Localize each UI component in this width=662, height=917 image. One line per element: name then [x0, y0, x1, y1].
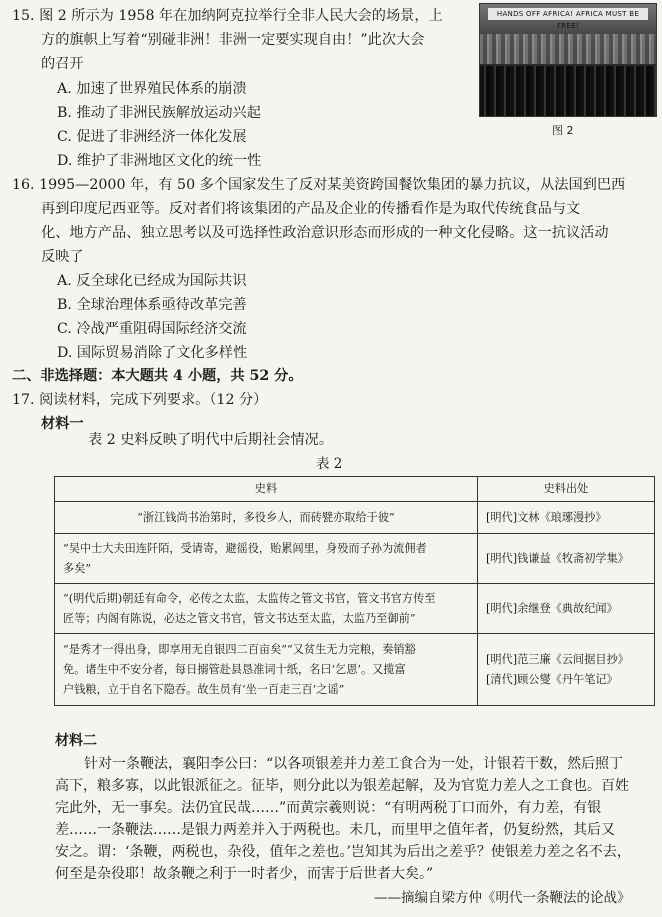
q16-line-2: 再到印度尼西亚等。反对者们将该集团的产品及企业的传播看作是为取代传统食品与文 [41, 201, 581, 217]
row-4-source-line-1: [明代]范三廉《云间据目抄》 [486, 652, 629, 666]
table-row [55, 634, 655, 706]
photo-banner: HANDS OFF AFRICA! AFRICA MUST BE FREE! [488, 8, 648, 20]
q15-line-1: 15. 图 2 所示为 1958 年在加纳阿克拉举行全非人民大会的场景，上 [12, 8, 443, 24]
row-1-text [55, 502, 478, 534]
row-2-text-line-2: 多矣” [63, 561, 92, 575]
row-4-text [55, 634, 478, 706]
q15-option-d: D. 维护了非洲地区文化的统一性 [57, 153, 262, 169]
table-2 [54, 476, 655, 706]
q15-option-b: B. 推动了非洲民族解放运动兴起 [57, 105, 261, 121]
section-2-heading: 二、非选择题：本大题共 4 小题，共 52 分。 [12, 368, 303, 384]
row-2-source-line-1: [明代]钱谦益《牧斋初学集》 [486, 551, 629, 565]
q16-line-3: 化、地方产品、独立思考以及可选择性政治意识形态而形成的一种文化侵略。这一抗议活动 [41, 225, 609, 241]
material-2-line-2: 高下，粮多寡，以此银派征之。征毕，则分此以为银差起解，及为官览力差人之工食也。百姓 [55, 778, 629, 794]
row-1-text-line-1: “浙江钱尚书治第时，多役乡人，而砖甓亦取给于彼” [137, 510, 395, 524]
row-3-text-line-1: “(明代后期)朝廷有命令，必传之太监，太监传之管文书官，管文书官方传至 [63, 591, 436, 605]
material-1-label: 材料一 [41, 416, 84, 432]
table-header-row [55, 477, 655, 502]
table-row [55, 534, 655, 584]
q17-stem: 17. 阅读材料，完成下列要求。（12 分） [12, 392, 268, 408]
table-2-title: 表 2 [316, 456, 343, 472]
q15-line-3: 的召开 [41, 56, 84, 72]
material-2-line-1: 针对一条鞭法，襄阳李公曰：“以各项银差并力差工食合为一处，计银若干数，然后照丁 [84, 756, 624, 772]
q16-option-b: B. 全球治理体系亟待改革完善 [57, 297, 247, 313]
row-4-source-line-2: [清代]顾公燮《丹午笔记》 [486, 672, 618, 686]
material-2-line-6: 何至是杂役耶！故条鞭之利于一时者少，而害于后世者大矣。” [55, 866, 434, 882]
row-2-source [478, 534, 655, 584]
material-2-label: 材料二 [55, 733, 97, 749]
material-1-intro: 表 2 史料反映了明代中后期社会情况。 [88, 432, 334, 448]
row-3-text [55, 584, 478, 634]
table-row [55, 502, 655, 534]
q16-option-d: D. 国际贸易消除了文化多样性 [57, 345, 248, 361]
row-2-text [55, 534, 478, 584]
material-2-line-5: 安之。谓：‘条鞭，两税也，杂役，值年之差也。’岂知其为后出之差乎？使银差力差之名不去， [55, 844, 631, 860]
row-2-text-line-1: “吴中士大夫田连阡陌，受请寄，避徭役，贻累闾里，身殁而子孙为流佣者 [63, 541, 427, 555]
q16-option-a: A. 反全球化已经成为国际共识 [57, 273, 247, 289]
row-1-source [478, 502, 655, 534]
row-3-source-line-1: [明代]余继登《典故纪闻》 [486, 601, 618, 615]
material-2-source: ——摘编自梁方仲《明代一条鞭法的论战》 [374, 890, 631, 906]
row-3-source [478, 584, 655, 634]
q15-option-c: C. 促进了非洲经济一体化发展 [57, 129, 247, 145]
material-2-line-4: 差……一条鞭法……是银力两差并入于两税也。未几，而里甲之值年者，仍复纷然，其后又 [55, 822, 615, 838]
header-source: 史料出处 [478, 477, 655, 502]
figure-2-photo [479, 3, 657, 117]
row-4-source [478, 634, 655, 706]
row-4-text-line-2: 免。诸生中不安分者，每日搦管赴县恳准词十纸，名曰‘乞恩’。又揽富 [63, 662, 406, 676]
q16-option-c: C. 冷战严重阻碍国际经济交流 [57, 321, 247, 337]
header-text: 史料 [55, 477, 478, 502]
q16-line-1: 16. 1995—2000 年，有 50 多个国家发生了反对某美资跨国餐饮集团的暴力抗议，从法国到巴西 [12, 177, 626, 193]
photo-crowd [480, 66, 656, 116]
table-row [55, 584, 655, 634]
photo-stage [480, 34, 656, 64]
figure-2-caption: 图 2 [552, 124, 574, 137]
q16-line-4: 反映了 [41, 249, 84, 265]
row-4-text-line-3: 户钱粮，立于自名下隐吞。故生员有‘坐一百走三百’之谣” [63, 682, 345, 696]
row-3-text-line-2: 匠等；内阁有陈说，必达之管文书官，管文书达至太监，太监乃至御前” [63, 611, 416, 625]
q15-line-2: 方的旗帜上写着“别碰非洲！非洲一定要实现自由！”此次大会 [41, 32, 425, 48]
q15-option-a: A. 加速了世界殖民体系的崩溃 [57, 81, 247, 97]
material-2-line-3: 完此外，无一事矣。法仍宜民哉……”而黄宗羲则说：“有明两税丁口而外，有力差，有银 [55, 800, 602, 816]
row-1-source-line-1: [明代]文林《琅琊漫抄》 [486, 510, 607, 524]
row-4-text-line-1: “是秀才一得出身，即享用无自银四二百亩矣”“又贫生无力完粮，奏销豁 [63, 642, 416, 656]
